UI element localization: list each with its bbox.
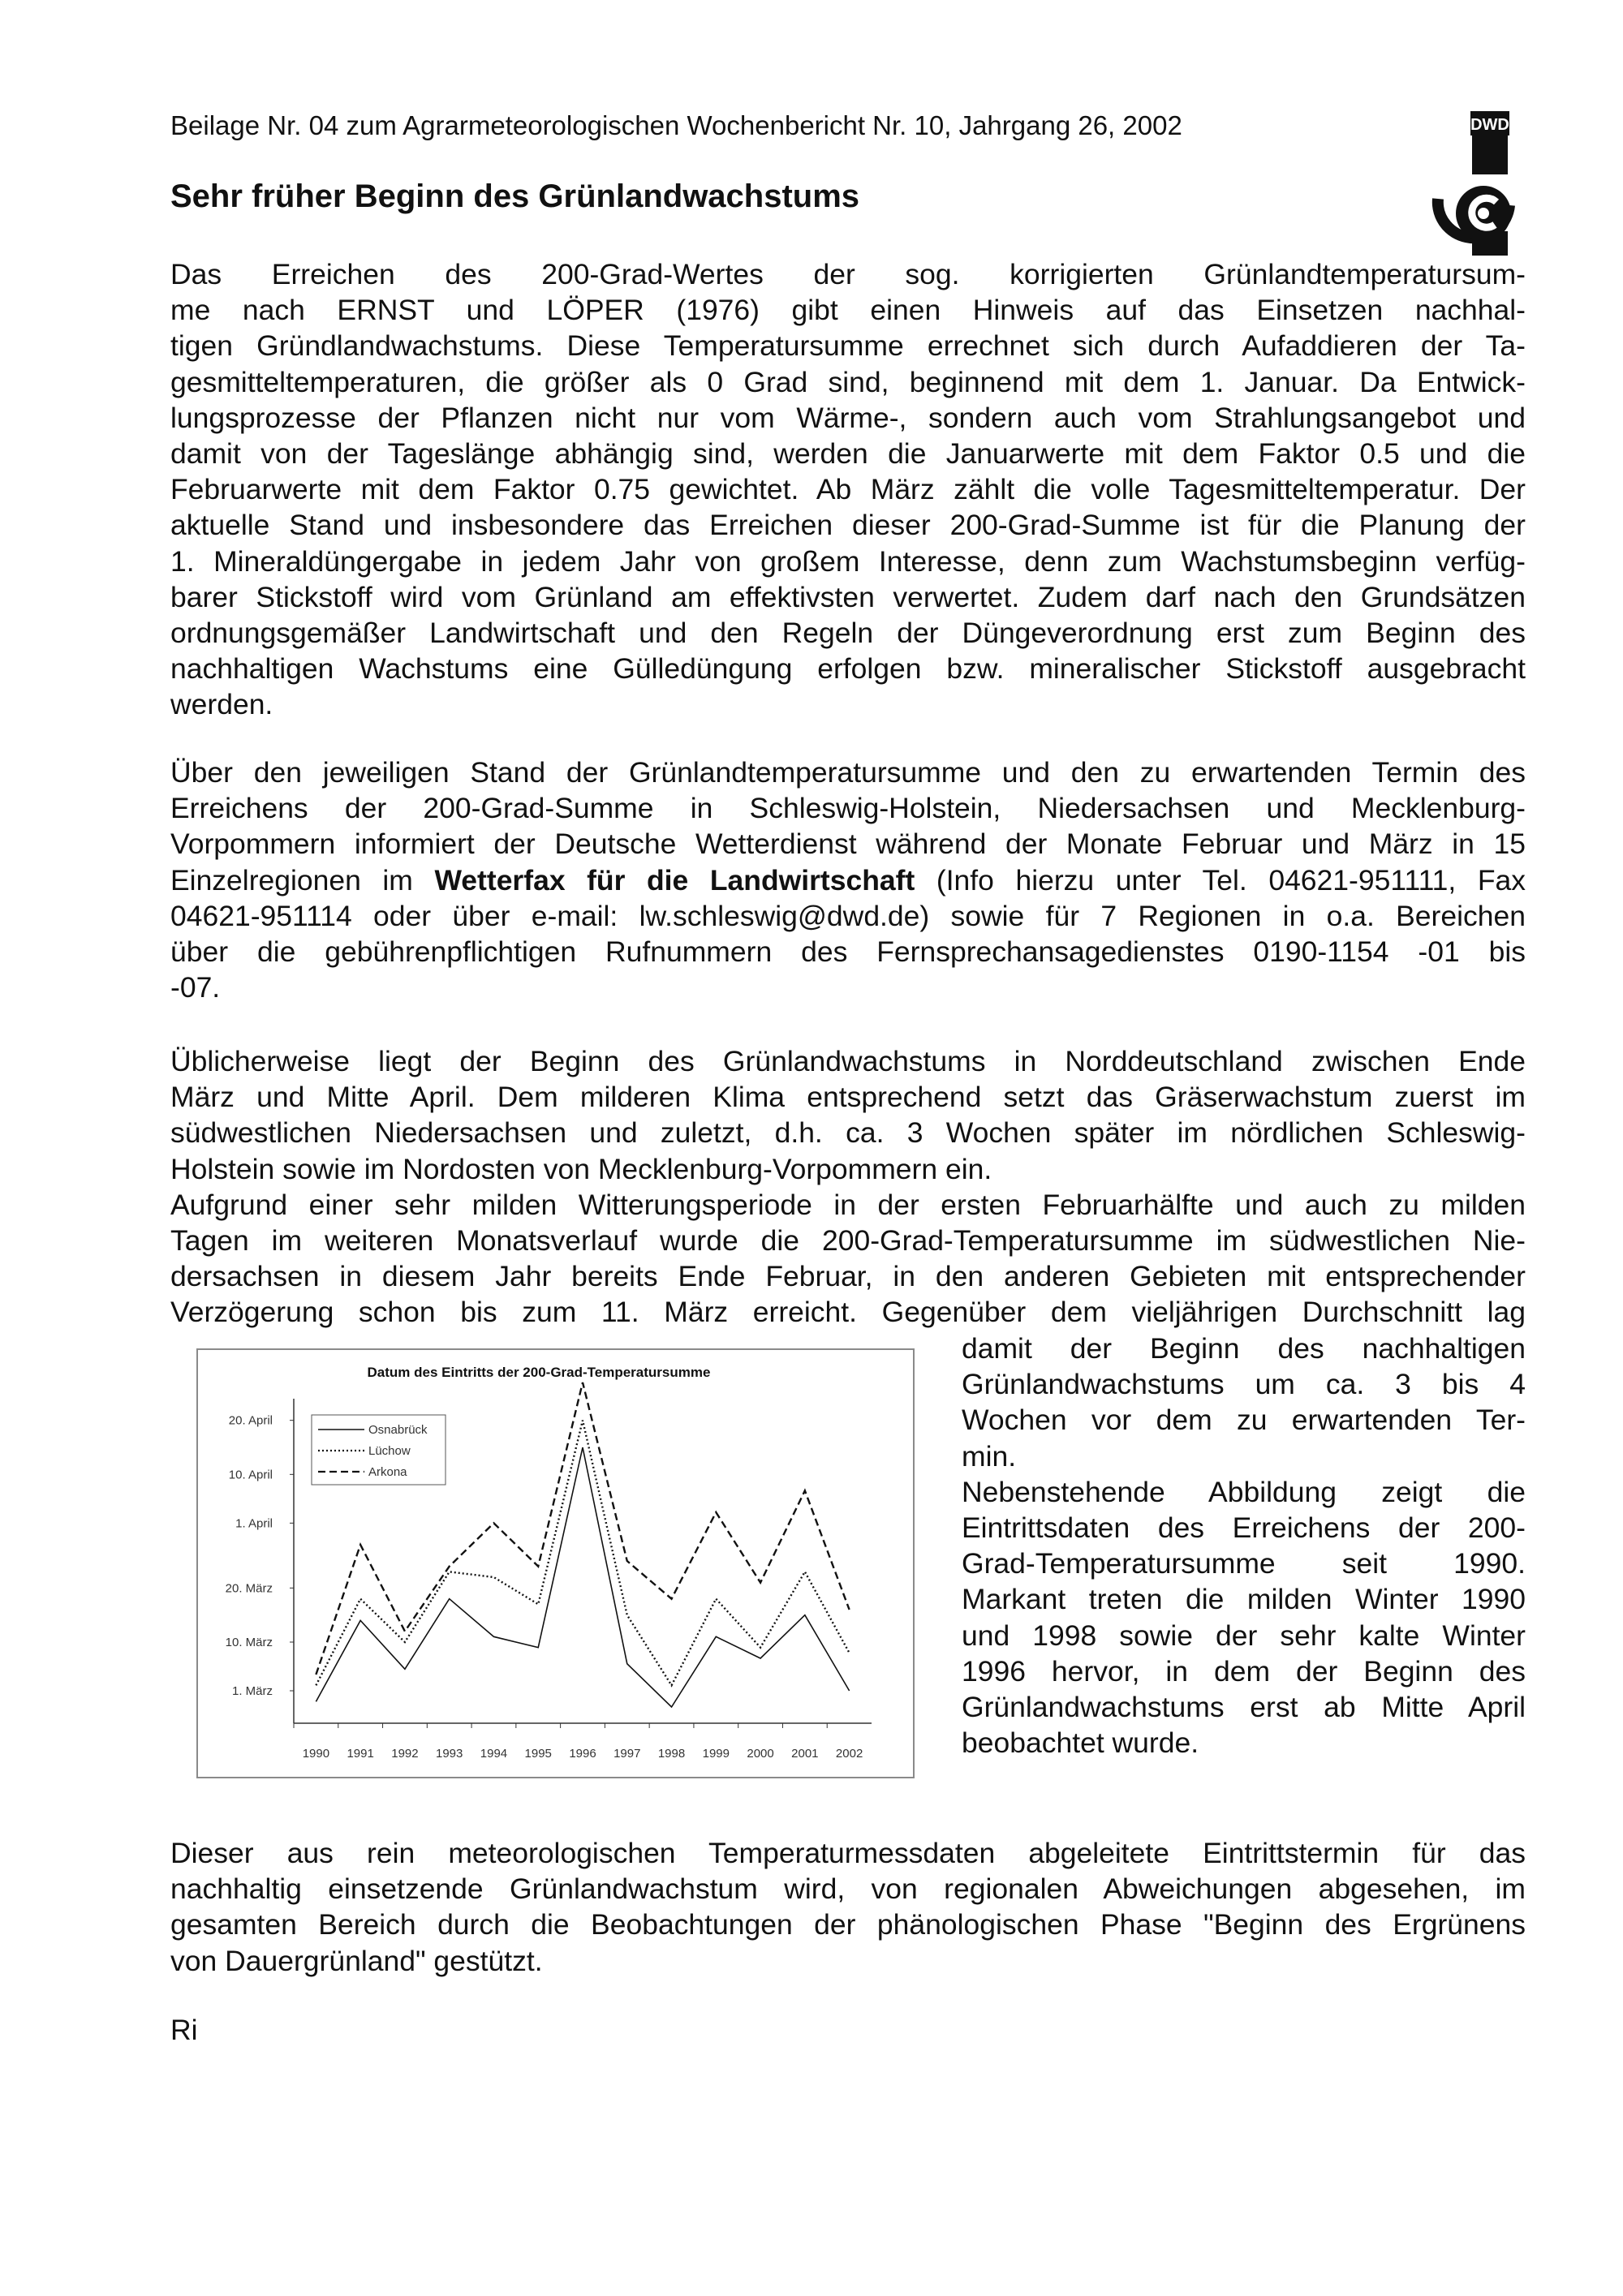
- text-line: 1. Mineraldüngergabe in jedem Jahr von großem Interesse, denn zum Wachstumsbeginn verfüg-: [170, 544, 1526, 578]
- text-line: nachhaltig einsetzende Grünlandwachstum wird, von regionalen Abweichungen abgesehen, im: [170, 1872, 1526, 1906]
- x-tick-label: 1995: [524, 1747, 552, 1761]
- chart-svg: [198, 1350, 913, 1777]
- text-line: südwestlichen Niedersachsen und zuletzt, d.h. ca. 3 Wochen später im nördlichen Schleswig-: [170, 1116, 1526, 1150]
- y-tick-label: 1. April: [235, 1516, 273, 1531]
- text-line: Üblicherweise liegt der Beginn des Grünlandwachstums in Norddeutschland zwischen Ende: [170, 1045, 1526, 1077]
- dwd-logo: [1388, 110, 1518, 264]
- paragraph-growth-start: [170, 1043, 1526, 1331]
- text-line: 1996 hervor, in dem der Beginn des: [962, 1654, 1526, 1688]
- paragraph-phenology: [170, 1835, 1526, 1979]
- text-line: dersachsen in diesem Jahr bereits Ende Februar, in den anderen Gebieten mit entsprechender: [170, 1260, 1526, 1293]
- text-line: min.: [962, 1439, 1017, 1473]
- supplement-line: Beilage Nr. 04 zum Agrarmeteorologischen Wochenbericht Nr. 10, Jahrgang 26, 2002: [170, 110, 1182, 140]
- text-run: Einzelregionen im: [170, 863, 435, 896]
- x-tick-label: 1999: [702, 1747, 730, 1761]
- chart-side-text: [962, 1331, 1526, 1761]
- legend-label: Arkona: [368, 1465, 407, 1479]
- text-line: März und Mitte April. Dem milderen Klima entsprechend setzt das Gräserwachstum zuerst im: [170, 1081, 1526, 1114]
- paragraph-wetterfax: [170, 755, 1526, 1005]
- y-tick-label: 20. März: [225, 1581, 273, 1596]
- y-tick-label: 10. April: [228, 1468, 273, 1482]
- logo-text: DWD: [1470, 116, 1509, 134]
- author-signature: Ri: [170, 2014, 198, 2046]
- text-line: 04621-951114 oder über e-mail: lw.schleswig@dwd.de) sowie für 7 Regionen in o.a. Bereichen: [170, 899, 1526, 932]
- text-line: damit der Beginn des nachhaltigen: [962, 1332, 1526, 1365]
- text-line: Holstein sowie im Nordosten von Mecklenburg-Vorpommern ein.: [170, 1152, 992, 1185]
- text-line: Grünlandwachstums um ca. 3 bis 4: [962, 1368, 1526, 1401]
- temperature-sum-chart: [196, 1348, 915, 1778]
- x-tick-label: 1998: [657, 1747, 686, 1761]
- legend-label: Osnabrück: [368, 1423, 428, 1437]
- text-line: beobachtet wurde.: [962, 1726, 1199, 1760]
- text-line: Erreichens der 200-Grad-Summe in Schleswig-Holstein, Niedersachsen und Mecklenburg-: [170, 792, 1526, 825]
- text-line: Über den jeweiligen Stand der Grünlandtemperatursumme und den zu erwartenden Termin des: [170, 756, 1526, 789]
- text-line: Dieser aus rein meteorologischen Temperaturmessdaten abgeleitete Eintrittstermin für das: [170, 1837, 1526, 1869]
- text-line: aktuelle Stand und insbesondere das Erreichen dieser 200-Grad-Summe ist für die Planung der: [170, 509, 1526, 542]
- x-tick-label: 1994: [480, 1747, 508, 1761]
- paragraph-intro: [170, 256, 1526, 723]
- x-tick-label: 2000: [747, 1747, 774, 1761]
- text-line: Markant treten die milden Winter 1990: [962, 1583, 1526, 1616]
- text-line: Nebenstehende Abbildung zeigt die: [962, 1475, 1526, 1508]
- text-line: Das Erreichen des 200-Grad-Wertes der sog. korrigierten Grünlandtemperatursum-: [170, 258, 1526, 290]
- wetterfax-emphasis: Wetterfax für die Landwirtschaft: [434, 863, 915, 896]
- text-line: gesamten Bereich durch die Beobachtungen der phänologischen Phase "Beginn des Ergrünens: [170, 1908, 1526, 1941]
- chart-title: Datum des Eintritts der 200-Grad-Temperatursumme: [367, 1365, 711, 1380]
- text-line: von Dauergrünland" gestützt.: [170, 1944, 543, 1977]
- text-line: Februarwerte mit dem Faktor 0.75 gewichtet. Ab März zählt die volle Tagesmitteltemperatur. Der: [170, 473, 1526, 506]
- x-tick-label: 1996: [569, 1747, 596, 1761]
- chart-legend: [312, 1415, 446, 1485]
- x-tick-label: 1990: [302, 1747, 330, 1761]
- text-run: (Info hierzu unter Tel. 04621-951111, Fax: [915, 863, 1526, 896]
- text-line: gesmitteltemperaturen, die größer als 0 Grad sind, beginnend mit dem 1. Januar. Da Entwick-: [170, 365, 1526, 398]
- x-tick-label: 1997: [613, 1747, 641, 1761]
- text-line: über die gebührenpflichtigen Rufnummern des Fernsprechansagedienstes 0190-1154 -01 bis: [170, 935, 1526, 969]
- y-tick-label: 10. März: [225, 1636, 273, 1649]
- text-line: nachhaltigen Wachstums eine Gülledüngung erfolgen bzw. mineralischer Stickstoff ausgebracht: [170, 652, 1526, 686]
- text-line: Wochen vor dem zu erwartenden Ter-: [962, 1404, 1526, 1437]
- text-line: damit von der Tageslänge abhängig sind, werden die Januarwerte mit dem Faktor 0.5 und die: [170, 437, 1526, 471]
- text-line: Tagen im weiteren Monatsverlauf wurde die 200-Grad-Temperatursumme im südwestlichen Nie-: [170, 1224, 1526, 1258]
- text-line: -07.: [170, 971, 221, 1004]
- y-tick-label: 20. April: [228, 1413, 273, 1428]
- x-tick-label: 1993: [436, 1747, 463, 1761]
- x-tick-label: 1992: [391, 1747, 419, 1761]
- y-tick-label: 1. März: [231, 1684, 273, 1698]
- text-line: tigen Gründlandwachstums. Diese Temperatursumme errechnet sich durch Aufaddieren der Ta-: [170, 329, 1526, 363]
- legend-label: Lüchow: [368, 1444, 411, 1458]
- x-tick-label: 2001: [791, 1747, 819, 1761]
- text-line: Verzögerung schon bis zum 11. März erreicht. Gegenüber dem vieljährigen Durchschnitt lag: [170, 1296, 1526, 1329]
- text-line: Aufgrund einer sehr milden Witterungsperiode in der ersten Februarhälfte und auch zu milden: [170, 1188, 1526, 1221]
- series-line-osnabrck: [316, 1447, 849, 1707]
- text-line: [170, 862, 1526, 898]
- text-line: Grünlandwachstums erst ab Mitte April: [962, 1691, 1526, 1724]
- text-line: lungsprozesse der Pflanzen nicht nur vom Wärme-, sondern auch vom Strahlungsangebot und: [170, 401, 1526, 434]
- text-line: ordnungsgemäßer Landwirtschaft und den Regeln der Düngeverordnung erst zum Beginn des: [170, 617, 1526, 650]
- text-line: werden.: [170, 688, 273, 721]
- page-title: Sehr früher Beginn des Grünlandwachstums: [170, 178, 860, 214]
- text-line: barer Stickstoff wird vom Grünland am effektivsten verwertet. Zudem darf nach den Grundsätzen: [170, 580, 1526, 613]
- text-line: Vorpommern informiert der Deutsche Wetterdienst während der Monate Februar und März in 15: [170, 828, 1526, 861]
- text-line: und 1998 sowie der sehr kalte Winter: [962, 1619, 1526, 1652]
- x-tick-label: 1991: [347, 1747, 374, 1761]
- text-line: Eintrittsdaten des Erreichens der 200-: [962, 1511, 1526, 1545]
- text-line: Grad-Temperatursumme seit 1990.: [962, 1547, 1526, 1580]
- text-line: me nach ERNST und LÖPER (1976) gibt einen Hinweis auf das Einsetzen nachhal-: [170, 294, 1526, 327]
- x-tick-label: 2002: [835, 1747, 863, 1761]
